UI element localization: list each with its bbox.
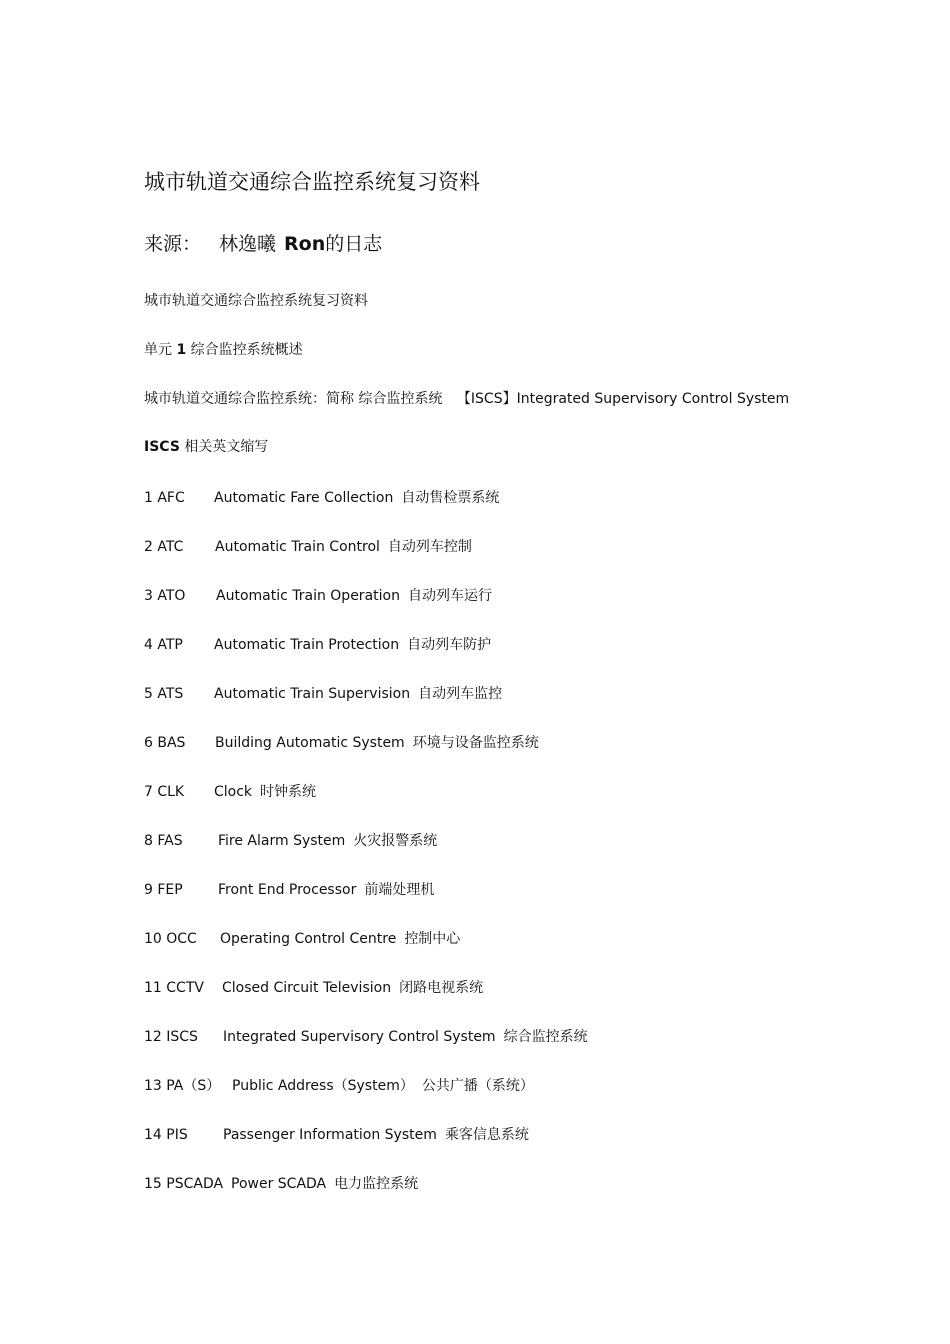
list-item <box>144 489 499 505</box>
abbr-english: Automatic Train Control <box>215 539 380 555</box>
abbr-english: Integrated Supervisory Control System <box>223 1029 496 1045</box>
abbr-code: 13 PA（S） <box>144 1078 221 1094</box>
abbr-english: Closed Circuit Television <box>222 980 392 996</box>
abbr-chinese: 综合监控系统 <box>503 1029 588 1045</box>
unit-name: 综合监控系统概述 <box>190 342 303 358</box>
abbr-english: Fire Alarm System <box>218 833 346 849</box>
abbr-chinese: 自动列车运行 <box>407 588 492 604</box>
definition-bracket-close: 】 <box>502 391 517 407</box>
abbr-code: 15 PSCADA <box>144 1176 224 1192</box>
abbr-english: Front End Processor <box>218 882 357 898</box>
list-item <box>144 783 316 799</box>
unit-number: 1 <box>176 342 187 358</box>
subtitle-repeat: 城市轨道交通综合监控系统复习资料 <box>144 293 368 309</box>
source-label: 来源： <box>144 233 202 255</box>
abbr-heading-bold: ISCS <box>144 439 180 455</box>
list-item <box>144 1028 588 1044</box>
definition-bracket-open: 【 <box>456 391 471 407</box>
abbr-english: Automatic Train Supervision <box>214 686 411 702</box>
list-item <box>144 1126 529 1142</box>
source-suffix: 的日志 <box>325 233 383 255</box>
unit-heading <box>144 343 303 357</box>
list-item <box>144 538 472 554</box>
abbr-english: Operating Control Centre <box>220 931 397 947</box>
abbr-code: 9 FEP <box>144 882 183 898</box>
abbr-chinese: 自动售检票系统 <box>401 490 500 506</box>
abbr-code: 3 ATO <box>144 588 186 604</box>
list-item <box>144 979 483 995</box>
list-item <box>144 685 502 701</box>
abbr-english: Automatic Fare Collection <box>214 490 394 506</box>
abbr-code: 14 PIS <box>144 1127 188 1143</box>
abbr-english: Passenger Information System <box>223 1127 437 1143</box>
abbr-heading <box>144 440 268 454</box>
list-item <box>144 587 492 603</box>
source-line <box>144 235 382 254</box>
abbr-code: 11 CCTV <box>144 980 204 996</box>
abbr-chinese: 环境与设备监控系统 <box>412 735 539 751</box>
definition-lead: 城市轨道交通综合监控系统：简称 综合监控系统 <box>144 391 443 407</box>
abbr-heading-text: 相关英文缩写 <box>184 439 269 455</box>
list-item <box>144 832 437 848</box>
abbr-code: 6 BAS <box>144 735 186 751</box>
document-title: 城市轨道交通综合监控系统复习资料 <box>144 170 480 194</box>
abbr-code: 10 OCC <box>144 931 197 947</box>
abbr-code: 12 ISCS <box>144 1029 198 1045</box>
abbr-chinese: 闭路电视系统 <box>399 980 484 996</box>
list-item <box>144 881 434 897</box>
list-item <box>144 930 460 946</box>
source-author: 林逸曦 <box>219 233 277 255</box>
abbr-chinese: 公共广播（系统） <box>421 1078 534 1094</box>
list-item <box>144 636 491 652</box>
list-item <box>144 1077 534 1093</box>
abbr-chinese: 火灾报警系统 <box>353 833 438 849</box>
abbr-english: Public Address（System） <box>232 1078 414 1094</box>
abbr-english: Automatic Train Operation <box>216 588 400 604</box>
abbr-chinese: 电力监控系统 <box>334 1176 419 1192</box>
definition-english: Integrated Supervisory Control System <box>516 391 790 407</box>
definition-line <box>144 392 789 406</box>
abbr-code: 2 ATC <box>144 539 184 555</box>
list-item <box>144 734 539 750</box>
abbr-english: Power SCADA <box>231 1176 327 1192</box>
source-name: Ron <box>284 233 326 255</box>
abbr-chinese: 控制中心 <box>404 931 461 947</box>
abbr-code: 7 CLK <box>144 784 185 800</box>
abbr-chinese: 前端处理机 <box>364 882 435 898</box>
abbr-english: Building Automatic System <box>215 735 405 751</box>
definition-abbr: ISCS <box>470 391 503 407</box>
abbr-english: Automatic Train Protection <box>214 637 400 653</box>
abbr-chinese: 自动列车监控 <box>418 686 503 702</box>
abbr-chinese: 乘客信息系统 <box>444 1127 529 1143</box>
abbr-code: 4 ATP <box>144 637 183 653</box>
unit-prefix: 单元 <box>144 342 172 358</box>
abbr-english: Clock <box>214 784 253 800</box>
list-item <box>144 1175 418 1191</box>
abbr-chinese: 时钟系统 <box>260 784 317 800</box>
abbr-code: 1 AFC <box>144 490 185 506</box>
abbr-code: 8 FAS <box>144 833 183 849</box>
abbr-chinese: 自动列车控制 <box>387 539 472 555</box>
abbr-chinese: 自动列车防护 <box>407 637 492 653</box>
abbr-code: 5 ATS <box>144 686 184 702</box>
